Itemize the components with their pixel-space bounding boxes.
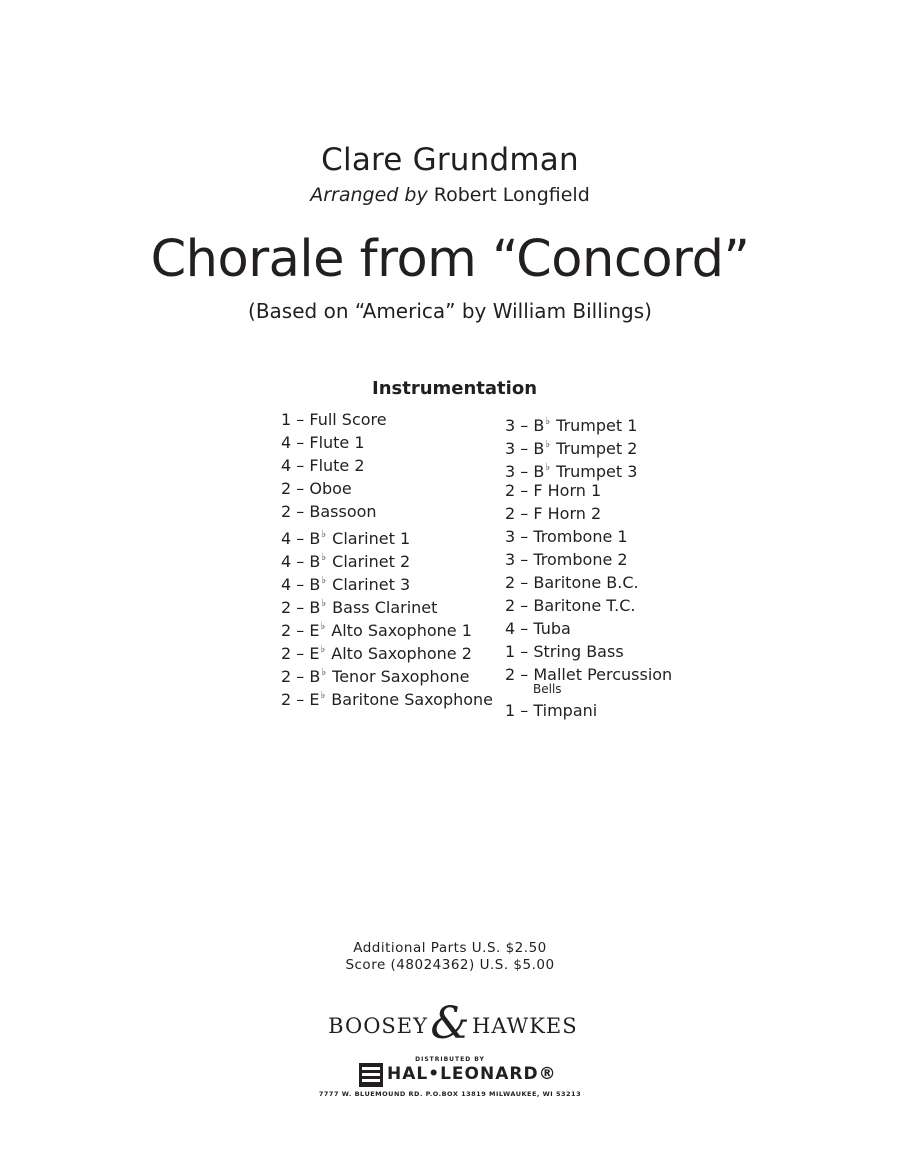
instrument-name: Baritone Saxophone — [331, 690, 494, 709]
arranger-prefix: Arranged by — [310, 184, 428, 206]
instrument-name: Mallet Percussion — [533, 665, 673, 684]
instrument-item: 2 – Bassoon — [281, 502, 377, 521]
instrument-subnote: Bells — [533, 682, 562, 696]
flat-sign-icon: ♭ — [321, 598, 327, 609]
instrument-name: Trumpet 3 — [556, 462, 638, 481]
instrument-name: Baritone B.C. — [533, 573, 639, 592]
publisher-name-right: HAWKES — [472, 1014, 578, 1038]
instrument-name: Full Score — [309, 410, 387, 429]
instrument-name: Clarinet 2 — [332, 552, 411, 571]
instrument-item: 4 – B♭ Clarinet 2 — [281, 552, 411, 571]
flat-sign-icon: ♭ — [320, 644, 326, 655]
instrument-quantity: 2 — [281, 598, 292, 617]
additional-parts-price: Additional Parts U.S. $2.50 — [353, 940, 547, 956]
instrument-item: 2 – F Horn 1 — [505, 481, 602, 500]
instrument-quantity: 2 — [505, 504, 516, 523]
distributor-address: 7777 W. BLUEMOUND RD. P.O.BOX 13819 MILWAUKEE, WI 53213 — [318, 1090, 582, 1098]
instrument-key: E — [309, 690, 320, 709]
instrument-quantity: 2 — [281, 667, 292, 686]
instrument-quantity: 4 — [281, 529, 292, 548]
instrument-item: 3 – B♭ Trumpet 2 — [505, 439, 638, 458]
instrument-name: Trumpet 1 — [556, 416, 638, 435]
instrument-item: 3 – B♭ Trumpet 3 — [505, 462, 638, 481]
instrument-name: Clarinet 1 — [332, 529, 411, 548]
instrument-name: F Horn 2 — [533, 504, 602, 523]
instrument-item: 2 – Mallet Percussion — [505, 665, 673, 684]
distributed-by-label: DISTRIBUTED BY — [415, 1056, 485, 1063]
flat-sign-icon: ♭ — [321, 529, 327, 540]
flat-sign-icon: ♭ — [321, 575, 327, 586]
instrument-key: B — [309, 575, 321, 594]
instrument-quantity: 2 — [505, 596, 516, 615]
instrument-item: 2 – E♭ Alto Saxophone 2 — [281, 644, 472, 663]
instrument-key: B — [309, 529, 321, 548]
instrument-quantity: 3 — [505, 527, 516, 546]
instrument-item: 1 – Timpani — [505, 701, 598, 720]
instrument-item: 3 – Trombone 1 — [505, 527, 628, 546]
instrument-key: B — [309, 598, 321, 617]
instrument-quantity: 2 — [281, 502, 292, 521]
instrument-item: 2 – Baritone B.C. — [505, 573, 639, 592]
instrument-name: Baritone T.C. — [533, 596, 636, 615]
instrument-quantity: 2 — [281, 479, 292, 498]
instrument-quantity: 3 — [505, 416, 516, 435]
flat-sign-icon: ♭ — [545, 439, 551, 450]
instrument-key: E — [309, 621, 320, 640]
instrument-name: Flute 1 — [309, 433, 365, 452]
flat-sign-icon: ♭ — [321, 552, 327, 563]
instrument-key: E — [309, 644, 320, 663]
piece-subtitle: (Based on “America” by William Billings) — [248, 299, 652, 323]
flat-sign-icon: ♭ — [545, 462, 551, 473]
instrument-name: F Horn 1 — [533, 481, 602, 500]
instrument-item: 4 – B♭ Clarinet 3 — [281, 575, 411, 594]
instrument-name: Bassoon — [309, 502, 377, 521]
instrument-name: Trombone 1 — [533, 527, 628, 546]
instrument-name: Alto Saxophone 1 — [331, 621, 472, 640]
instrument-quantity: 1 — [505, 701, 516, 720]
instrument-quantity: 4 — [505, 619, 516, 638]
instrument-name: Clarinet 3 — [332, 575, 411, 594]
instrument-name: Trombone 2 — [533, 550, 628, 569]
instrument-name: Oboe — [309, 479, 352, 498]
instrument-key: B — [309, 667, 321, 686]
instrument-quantity: 2 — [281, 690, 292, 709]
arranger-name: Robert Longfield — [433, 184, 590, 206]
instrumentation-heading: Instrumentation — [372, 378, 538, 399]
instrument-name: Tuba — [533, 619, 571, 638]
instrument-item: 2 – F Horn 2 — [505, 504, 602, 523]
instrument-item: 2 – E♭ Baritone Saxophone — [281, 690, 494, 709]
flat-sign-icon: ♭ — [320, 621, 326, 632]
instrument-name: String Bass — [533, 642, 624, 661]
instrument-quantity: 4 — [281, 456, 292, 475]
instrument-name: Timpani — [533, 701, 598, 720]
instrument-item: 2 – B♭ Bass Clarinet — [281, 598, 438, 617]
instrument-item: 3 – B♭ Trumpet 1 — [505, 416, 638, 435]
instrument-quantity: 2 — [281, 644, 292, 663]
piece-title: Chorale from “Concord” — [150, 230, 750, 289]
instrument-key: B — [533, 439, 545, 458]
instrument-quantity: 4 — [281, 575, 292, 594]
instrument-name: Flute 2 — [309, 456, 365, 475]
instrument-item: 4 – Flute 2 — [281, 456, 365, 475]
price-info — [0, 940, 900, 974]
instrument-key: B — [533, 416, 545, 435]
instrument-item: 1 – Full Score — [281, 410, 387, 429]
instrument-item: 2 – B♭ Tenor Saxophone — [281, 667, 470, 686]
flat-sign-icon: ♭ — [545, 416, 551, 427]
instrument-quantity: 4 — [281, 433, 292, 452]
instrument-quantity: 1 — [505, 642, 516, 661]
distributor-name: HAL•LEONARD® — [387, 1064, 557, 1084]
score-price: Score (48024362) U.S. $5.00 — [345, 957, 555, 973]
instrument-quantity: 2 — [505, 665, 516, 684]
instrument-item: 4 – Flute 1 — [281, 433, 365, 452]
instrument-item: 4 – Tuba — [505, 619, 571, 638]
instrument-name: Tenor Saxophone — [332, 667, 470, 686]
publisher-name-left: BOOSEY — [328, 1014, 428, 1038]
instrument-item: 3 – Trombone 2 — [505, 550, 628, 569]
instrument-name: Bass Clarinet — [332, 598, 438, 617]
instrument-item: 2 – Baritone T.C. — [505, 596, 636, 615]
instrument-quantity: 4 — [281, 552, 292, 571]
instrument-name: Trumpet 2 — [556, 439, 638, 458]
instrument-quantity: 3 — [505, 462, 516, 481]
instrument-item: 4 – B♭ Clarinet 1 — [281, 529, 411, 548]
instrument-key: B — [533, 462, 545, 481]
instrument-quantity: 3 — [505, 439, 516, 458]
composer-name: Clare Grundman — [321, 142, 579, 178]
instrument-quantity: 2 — [505, 481, 516, 500]
publisher-logo — [0, 998, 900, 1049]
instrumentation-right-column — [505, 410, 672, 722]
instrument-quantity: 2 — [505, 573, 516, 592]
instrument-item: 1 – String Bass — [505, 642, 624, 661]
instrument-key: B — [309, 552, 321, 571]
instrument-item: 2 – Oboe — [281, 479, 352, 498]
flat-sign-icon: ♭ — [321, 667, 327, 678]
instrumentation-left-column — [281, 408, 493, 707]
hal-leonard-mark-icon — [359, 1063, 383, 1087]
instrument-quantity: 3 — [505, 550, 516, 569]
flat-sign-icon: ♭ — [320, 690, 326, 701]
instrument-quantity: 2 — [281, 621, 292, 640]
arranger-line — [0, 184, 900, 206]
publisher-ampersand: & — [430, 998, 470, 1049]
instrument-name: Alto Saxophone 2 — [331, 644, 472, 663]
instrument-quantity: 1 — [281, 410, 292, 429]
instrument-item: 2 – E♭ Alto Saxophone 1 — [281, 621, 472, 640]
